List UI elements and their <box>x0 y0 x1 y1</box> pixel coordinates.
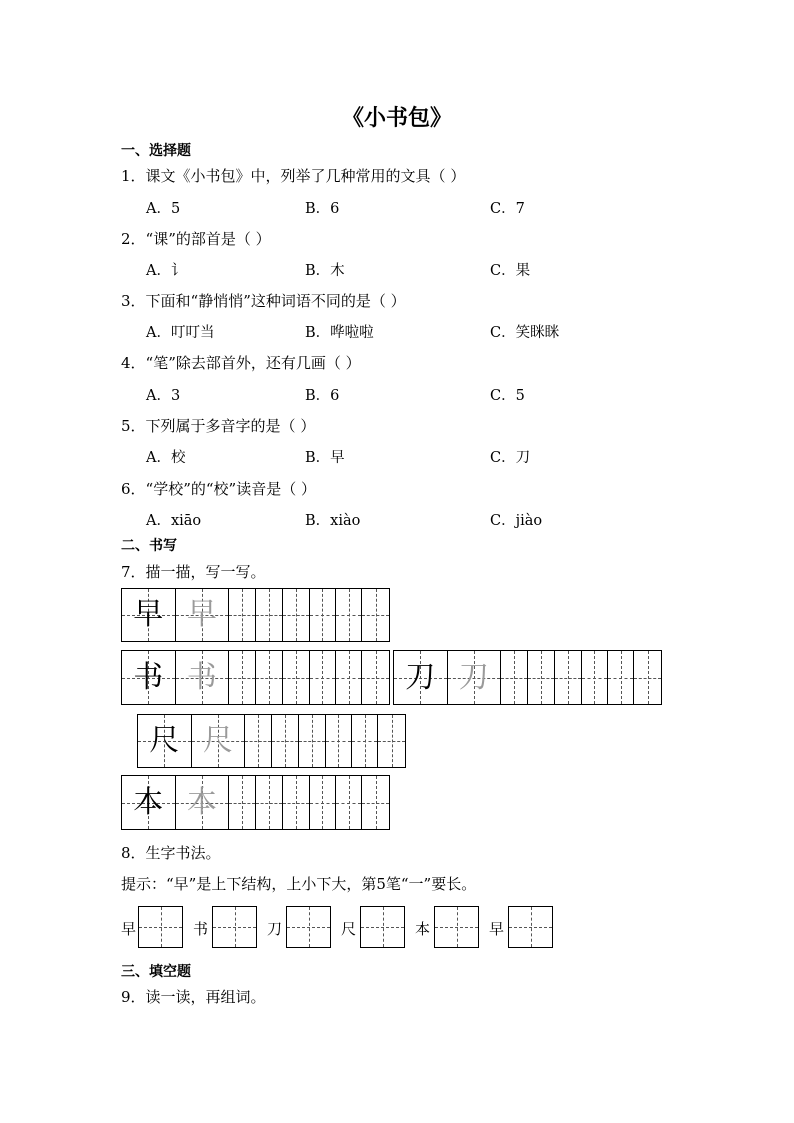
q4-option-a: A．3 <box>146 388 181 404</box>
grid-cell[interactable] <box>283 776 310 829</box>
question-5: 5．下列属于多音字的是（ ） <box>121 417 316 435</box>
practice-box[interactable] <box>360 906 405 948</box>
grid-cell <box>394 651 448 704</box>
grid-cell[interactable] <box>310 776 337 829</box>
practice-box[interactable] <box>286 906 331 948</box>
practice-char-label: 书 <box>193 920 209 938</box>
grid-cell[interactable] <box>336 776 362 829</box>
grid-cell[interactable] <box>608 651 634 704</box>
question-1: 1．课文《小书包》中，列举了几种常用的文具（ ） <box>121 167 466 185</box>
grid-cell[interactable] <box>362 589 389 641</box>
trace-character: 书 <box>186 659 217 695</box>
q3-option-b: B．哗啦啦 <box>305 325 374 341</box>
grid-cell[interactable] <box>528 651 555 704</box>
grid-cell[interactable] <box>299 715 326 767</box>
grid-cell <box>138 715 192 767</box>
q8-hint: 提示：“早”是上下结构，上小下大，第5笔“一”要长。 <box>121 875 477 893</box>
section-heading-writing: 二、书写 <box>121 538 177 554</box>
q4-option-b: B．6 <box>305 388 340 404</box>
practice-char-label: 早 <box>489 920 505 938</box>
grid-cell <box>176 651 230 704</box>
grid-cell[interactable] <box>362 651 389 704</box>
grid-cell[interactable] <box>555 651 582 704</box>
writing-grid-shu <box>121 650 390 705</box>
practice-box[interactable] <box>138 906 183 948</box>
section-heading-fill: 三、填空题 <box>121 964 191 980</box>
q1-option-b: B．6 <box>305 201 340 217</box>
grid-cell <box>448 651 502 704</box>
grid-cell <box>176 776 230 829</box>
grid-cell[interactable] <box>582 651 609 704</box>
grid-cell <box>192 715 246 767</box>
grid-cell[interactable] <box>272 715 299 767</box>
grid-cell[interactable] <box>634 651 661 704</box>
q6-option-c: C．jiào <box>490 513 543 529</box>
section-heading-choice: 一、选择题 <box>121 143 191 159</box>
question-4: 4．“笔”除去部首外，还有几画（ ） <box>121 354 361 372</box>
grid-cell <box>122 776 176 829</box>
grid-cell[interactable] <box>310 651 337 704</box>
model-character: 尺 <box>149 723 180 758</box>
grid-cell[interactable] <box>362 776 389 829</box>
model-character: 早 <box>133 597 164 632</box>
q1-option-a: A．5 <box>146 201 181 217</box>
model-character: 本 <box>133 784 164 820</box>
q6-option-b: B．xiào <box>305 513 361 529</box>
q2-option-c: C．果 <box>490 263 531 279</box>
grid-cell[interactable] <box>378 715 405 767</box>
q5-option-b: B．早 <box>305 450 345 466</box>
writing-grid-dao <box>393 650 662 705</box>
q2-option-b: B．木 <box>305 263 345 279</box>
grid-cell <box>176 589 230 641</box>
grid-cell[interactable] <box>256 776 283 829</box>
writing-grid-zao <box>121 588 390 642</box>
grid-cell <box>122 651 176 704</box>
grid-cell[interactable] <box>283 589 310 641</box>
q2-option-a: A．讠 <box>146 263 186 279</box>
practice-box[interactable] <box>508 906 553 948</box>
practice-box[interactable] <box>434 906 479 948</box>
question-7: 7．描一描，写一写。 <box>121 563 266 581</box>
model-character: 刀 <box>405 659 436 695</box>
grid-cell <box>122 589 176 641</box>
question-2: 2．“课”的部首是（ ） <box>121 230 271 248</box>
page-title: 《小书包》 <box>341 106 452 131</box>
trace-character: 早 <box>186 597 217 632</box>
grid-cell[interactable] <box>283 651 310 704</box>
grid-cell[interactable] <box>501 651 528 704</box>
grid-cell[interactable] <box>310 589 337 641</box>
practice-char-label: 早 <box>121 920 137 938</box>
writing-grid-ben <box>121 775 390 830</box>
grid-cell[interactable] <box>229 589 256 641</box>
q3-option-c: C．笑眯眯 <box>490 325 560 341</box>
question-6: 6．“学校”的“校”读音是（ ） <box>121 480 316 498</box>
practice-char-label: 刀 <box>267 920 283 938</box>
grid-cell[interactable] <box>326 715 353 767</box>
q6-option-a: A．xiāo <box>146 513 202 529</box>
trace-character: 刀 <box>458 659 489 695</box>
grid-cell[interactable] <box>245 715 272 767</box>
model-character: 书 <box>133 659 164 695</box>
q5-option-a: A．校 <box>146 450 186 466</box>
grid-cell[interactable] <box>256 651 283 704</box>
question-8: 8．生字书法。 <box>121 844 221 862</box>
q3-option-a: A．叮叮当 <box>146 325 215 341</box>
trace-character: 尺 <box>202 723 233 758</box>
grid-cell[interactable] <box>352 715 378 767</box>
grid-cell[interactable] <box>229 651 256 704</box>
q1-option-c: C．7 <box>490 201 525 217</box>
writing-grid-chi <box>137 714 406 768</box>
question-9: 9．读一读，再组词。 <box>121 988 266 1006</box>
grid-cell[interactable] <box>256 589 283 641</box>
q4-option-c: C．5 <box>490 388 525 404</box>
grid-cell[interactable] <box>229 776 256 829</box>
question-3: 3．下面和“静悄悄”这种词语不同的是（ ） <box>121 292 406 310</box>
q5-option-c: C．刀 <box>490 450 531 466</box>
practice-char-label: 尺 <box>341 920 357 938</box>
grid-cell[interactable] <box>336 651 362 704</box>
practice-box[interactable] <box>212 906 257 948</box>
grid-cell[interactable] <box>336 589 362 641</box>
practice-char-label: 本 <box>415 920 431 938</box>
trace-character: 本 <box>186 784 217 820</box>
